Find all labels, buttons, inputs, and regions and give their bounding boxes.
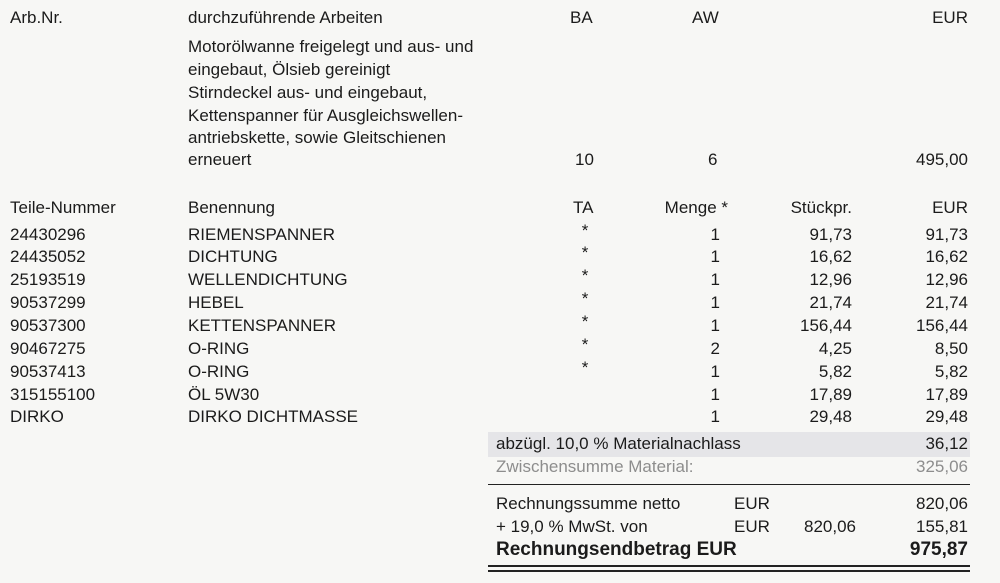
part-name: O-RING	[188, 339, 250, 358]
part-number: 90537413	[10, 362, 86, 381]
discount-label: abzügl. 10,0 % Materialnachlass	[496, 434, 741, 453]
labor-description-line: eingebaut, Ölsieb gereinigt	[188, 60, 391, 79]
part-number: 24430296	[10, 225, 86, 244]
end-total-value: 975,87	[909, 539, 968, 560]
part-eur: 17,89	[925, 385, 968, 404]
labor-description-line: Kettenspanner für Ausgleichswellen-	[188, 106, 463, 125]
subtotal-label: Zwischensumme Material:	[496, 457, 694, 476]
labor-description-line: erneuert	[188, 150, 252, 169]
col-header-eur: EUR	[932, 8, 968, 27]
part-ta: *	[581, 266, 589, 285]
part-eur: 21,74	[925, 293, 968, 312]
mwst-value: 155,81	[916, 517, 968, 536]
part-stueckpr: 4,25	[818, 339, 852, 358]
labor-eur-value: 495,00	[916, 150, 968, 169]
part-menge: 1	[710, 407, 720, 426]
col-header-menge: Menge *	[664, 198, 728, 217]
part-ta: *	[581, 358, 589, 377]
part-name: WELLENDICHTUNG	[188, 270, 348, 289]
part-menge: 1	[710, 293, 720, 312]
col-header-arbnr: Arb.Nr.	[10, 8, 63, 27]
part-eur: 156,44	[916, 316, 968, 335]
labor-aw-value: 6	[708, 150, 718, 169]
col-header-ba: BA	[570, 8, 593, 27]
netto-value: 820,06	[916, 494, 968, 513]
part-number: 315155100	[10, 385, 96, 404]
end-total-underline-1	[488, 565, 970, 567]
mwst-currency: EUR	[734, 517, 770, 536]
part-name: DICHTUNG	[188, 247, 278, 266]
labor-description-line: Stirndeckel aus- und eingebaut,	[188, 83, 428, 102]
part-eur: 5,82	[934, 362, 968, 381]
part-menge: 1	[710, 362, 720, 381]
part-menge: 1	[710, 316, 720, 335]
part-name: DIRKO DICHTMASSE	[188, 407, 359, 426]
part-ta: *	[581, 335, 589, 354]
netto-label: Rechnungssumme netto	[496, 494, 681, 513]
col-header-teile-nummer: Teile-Nummer	[10, 198, 116, 217]
part-stueckpr: 21,74	[809, 293, 852, 312]
part-ta: *	[581, 221, 589, 240]
part-name: KETTENSPANNER	[188, 316, 336, 335]
col-header-aw: AW	[692, 8, 719, 27]
netto-currency: EUR	[734, 494, 770, 513]
part-ta: *	[581, 312, 589, 331]
col-header-ta: TA	[573, 198, 594, 217]
part-menge: 1	[710, 225, 720, 244]
part-stueckpr: 12,96	[809, 270, 852, 289]
part-menge: 1	[710, 385, 720, 404]
part-name: O-RING	[188, 362, 250, 381]
labor-description-line: antriebskette, sowie Gleitschienen	[188, 128, 446, 147]
part-name: RIEMENSPANNER	[188, 225, 336, 244]
part-stueckpr: 17,89	[809, 385, 852, 404]
part-menge: 1	[710, 270, 720, 289]
part-eur: 16,62	[925, 247, 968, 266]
part-number: 25193519	[10, 270, 86, 289]
end-total-underline-2	[488, 570, 970, 572]
part-number: 24435052	[10, 247, 86, 266]
part-name: ÖL 5W30	[188, 385, 260, 404]
part-stueckpr: 91,73	[809, 225, 852, 244]
mwst-base: 820,06	[804, 517, 856, 536]
part-stueckpr: 156,44	[800, 316, 852, 335]
part-ta: *	[581, 289, 589, 308]
part-eur: 8,50	[934, 339, 968, 358]
part-name: HEBEL	[188, 293, 244, 312]
col-header-benennung: Benennung	[188, 198, 275, 217]
col-header-parts-eur: EUR	[932, 198, 968, 217]
part-number: DIRKO	[10, 407, 64, 426]
labor-description-line: Motorölwanne freigelegt und aus- und	[188, 37, 474, 56]
totals-divider	[488, 484, 970, 485]
subtotal-value: 325,06	[916, 457, 968, 476]
part-stueckpr: 29,48	[809, 407, 852, 426]
part-number: 90537300	[10, 316, 86, 335]
discount-value: 36,12	[925, 434, 968, 453]
end-total-label: Rechnungsendbetrag EUR	[496, 539, 737, 560]
part-stueckpr: 16,62	[809, 247, 852, 266]
part-menge: 2	[710, 339, 720, 358]
part-eur: 29,48	[925, 407, 968, 426]
labor-ba-value: 10	[575, 150, 594, 169]
part-menge: 1	[710, 247, 720, 266]
part-ta: *	[581, 243, 589, 262]
part-eur: 12,96	[925, 270, 968, 289]
part-eur: 91,73	[925, 225, 968, 244]
mwst-label: + 19,0 % MwSt. von	[496, 517, 648, 536]
part-number: 90537299	[10, 293, 86, 312]
part-number: 90467275	[10, 339, 86, 358]
part-stueckpr: 5,82	[818, 362, 852, 381]
col-header-stueckpr: Stückpr.	[790, 198, 852, 217]
col-header-arbeiten: durchzuführende Arbeiten	[188, 8, 383, 27]
